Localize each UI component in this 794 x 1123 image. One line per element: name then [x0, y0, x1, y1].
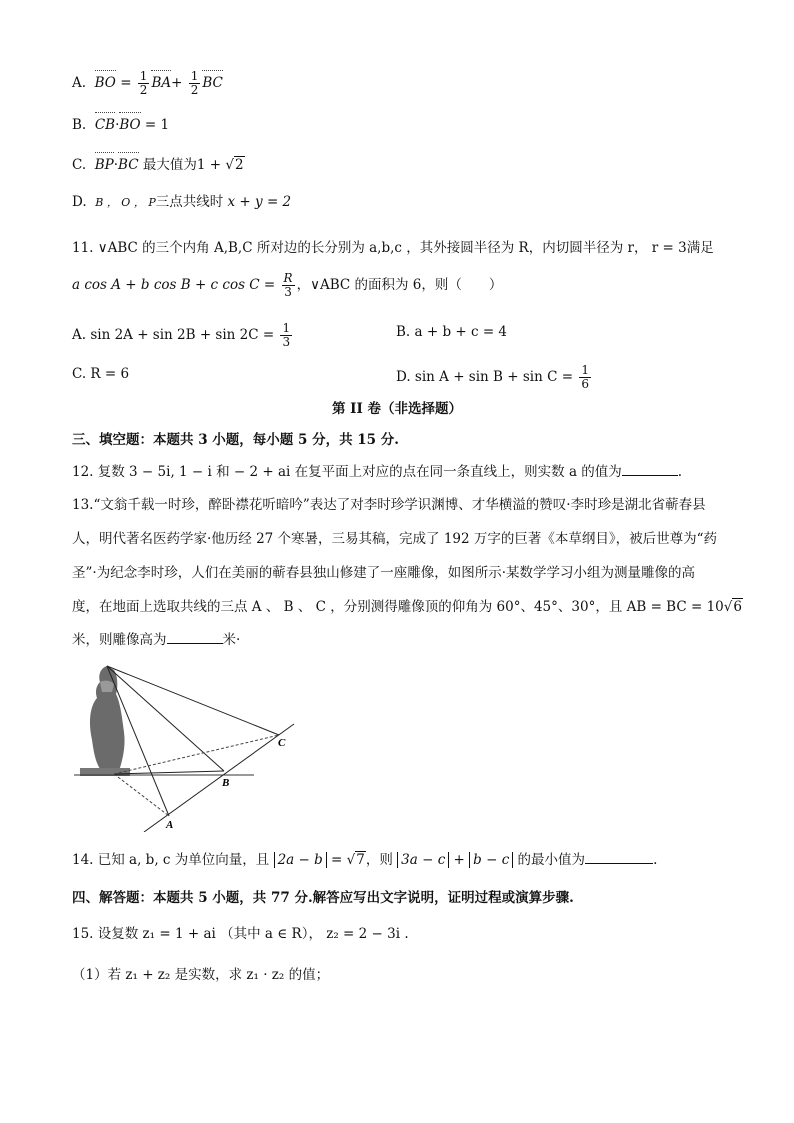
period: . [653, 852, 658, 868]
q13-text: 度，在地面上选取共线的三点 A 、 B 、 C ，分别测得雕像顶的仰角为 60°、45°、30°，且 AB = BC = 10 [72, 599, 724, 615]
vector-bc: BC [118, 157, 139, 173]
answer-blank[interactable] [167, 631, 223, 644]
q13-unit: 米· [222, 632, 241, 648]
fraction-1-3: $\frac{1}{3}$ [282, 321, 291, 349]
equals: = [326, 852, 347, 868]
vector-ba: BA [151, 75, 172, 91]
option-10-d [72, 192, 291, 213]
equals: = [120, 75, 132, 91]
sqrt-radicand: 7 [356, 852, 365, 868]
vector-bc: BC [202, 75, 223, 91]
dot: · [113, 157, 119, 173]
plus: + [171, 75, 183, 91]
q12 [72, 462, 682, 482]
abs-expr-3: b − c [469, 852, 513, 868]
fraction-1-6: $\frac{1}{6}$ [581, 363, 589, 391]
q13-line2: 人，明代著名医药学家·他历经 27 个寒暑，三易其稿，完成了 192 万字的巨著《本草纲目》，被后世尊为“药 [72, 531, 718, 547]
fraction-half: $\frac{1}{2}$ [139, 69, 148, 97]
option-text: 三点共线时 [155, 194, 224, 210]
option-10-c: C. BP·BC 最大值为1 + √2 [72, 157, 244, 173]
answer-blank[interactable] [622, 463, 678, 476]
plus: + [449, 852, 470, 868]
q11-option-b: B. a + b + c = 4 [396, 324, 508, 340]
sightline-b [107, 666, 224, 771]
fraction-r-3: $\frac{R}{3}$ [283, 271, 293, 299]
base-c [114, 735, 279, 774]
vector-bo: BO [119, 117, 141, 133]
q11-option-a [72, 322, 294, 349]
q11-line1: 11. ∨ABC 的三个内角 A,B,C 所对边的长分别为 a,b,c ，其外接圆半径为 R，内切圆半径为 r， r = 3满足 [72, 240, 714, 256]
abs-expr-2: 3a − c [397, 852, 449, 868]
option-10-b [72, 115, 169, 135]
abs-expr-1: 2a − b [274, 852, 327, 868]
statue-diagram [74, 662, 296, 832]
condition: x + y = 2 [227, 194, 292, 210]
abc-line [144, 724, 294, 832]
q12-text: 12. 复数 3 − 5i, 1 − i 和 − 2 + ai 在复平面上对应的点在同一条直线上，则实数 a 的值为 [72, 464, 622, 480]
section-2-title: 第 II 卷（非选择题） [331, 401, 463, 417]
fraction-half-2: $\frac{1}{2}$ [190, 69, 199, 97]
sightline-c [107, 666, 279, 735]
sqrt-radicand: 6 [733, 599, 742, 615]
q13-text: 米，则雕像高为 [72, 632, 167, 648]
dot: · [115, 117, 120, 133]
option-label: C. [72, 157, 87, 173]
point-a-label: A [166, 819, 174, 831]
q11-tail: ，∨ABC 的面积为 6，则（ ） [296, 277, 503, 293]
vector-bo: BO [94, 75, 116, 91]
answer-blank[interactable] [585, 851, 653, 864]
q14-text-2: ，则 [365, 852, 398, 868]
vector-cb: CB [94, 117, 116, 133]
option-label: B. [72, 117, 87, 133]
point-b-label: B [222, 777, 230, 789]
statue-image [80, 666, 130, 776]
vector-bp: BP [94, 157, 114, 173]
statue-figure [74, 662, 296, 832]
q13-line1: 13.“文翁千载一时珍，醉卧襟花听暗吟”表达了对李时珍学识渊博、才华横溢的赞叹·李时珍是湖北省蕲春县 [72, 497, 706, 513]
option-label: A. [72, 75, 87, 91]
q13-line3: 圣”·为纪念李时珍，人们在美丽的蕲春县独山修建了一座雕像，如图所示·某数学学习小组为测量雕像的高 [72, 565, 695, 581]
option-10-a [72, 70, 223, 97]
section-4-heading: 四、解答题：本题共 5 小题，共 77 分.解答应写出文字说明，证明过程或演算步骤. [72, 890, 574, 906]
base-b [114, 771, 224, 774]
option-text: A. sin 2A + sin 2B + sin 2C = [72, 327, 279, 343]
q11-line2 [72, 272, 502, 299]
point-c-label: C [278, 737, 286, 749]
q11-option-d [396, 364, 593, 391]
period: . [677, 464, 683, 480]
option-text: D. sin A + sin B + sin C = [396, 369, 578, 385]
points: B ， O ， P [95, 196, 156, 209]
q14-text: 14. 已知 a, b, c 为单位向量，且 [72, 852, 274, 868]
sqrt-radicand: 2 [234, 157, 244, 173]
q11-equation: a cos A + b cos B + c cos C = [72, 277, 280, 293]
q15-part-1: （1）若 z₁ + z₂ 是实数，求 z₁ · z₂ 的值； [72, 967, 330, 983]
section-3-heading: 三、填空题：本题共 3 小题，每小题 5 分，共 15 分. [72, 432, 399, 448]
option-value: 1 + [196, 157, 226, 173]
q14: 14. 已知 a, b, c 为单位向量，且 2a − b = √7，则 3a − c + b − c 的最小值为 . [72, 852, 658, 868]
q13-line5 [72, 630, 240, 650]
option-text: 最大值为 [142, 157, 197, 173]
q14-text-3: 的最小值为 [513, 852, 586, 868]
q15-stem: 15. 设复数 z₁ = 1 + ai （其中 a ∈ R）， z₂ = 2 − 3i . [72, 926, 409, 942]
q11-option-c: C. R = 6 [72, 366, 130, 382]
q13-line4: 度，在地面上选取共线的三点 A 、 B 、 C ，分别测得雕像顶的仰角为 60°、45°、30°，且 AB = BC = 10√6 [72, 599, 742, 615]
option-rest: = 1 [144, 117, 170, 133]
option-label: D. [72, 194, 87, 210]
